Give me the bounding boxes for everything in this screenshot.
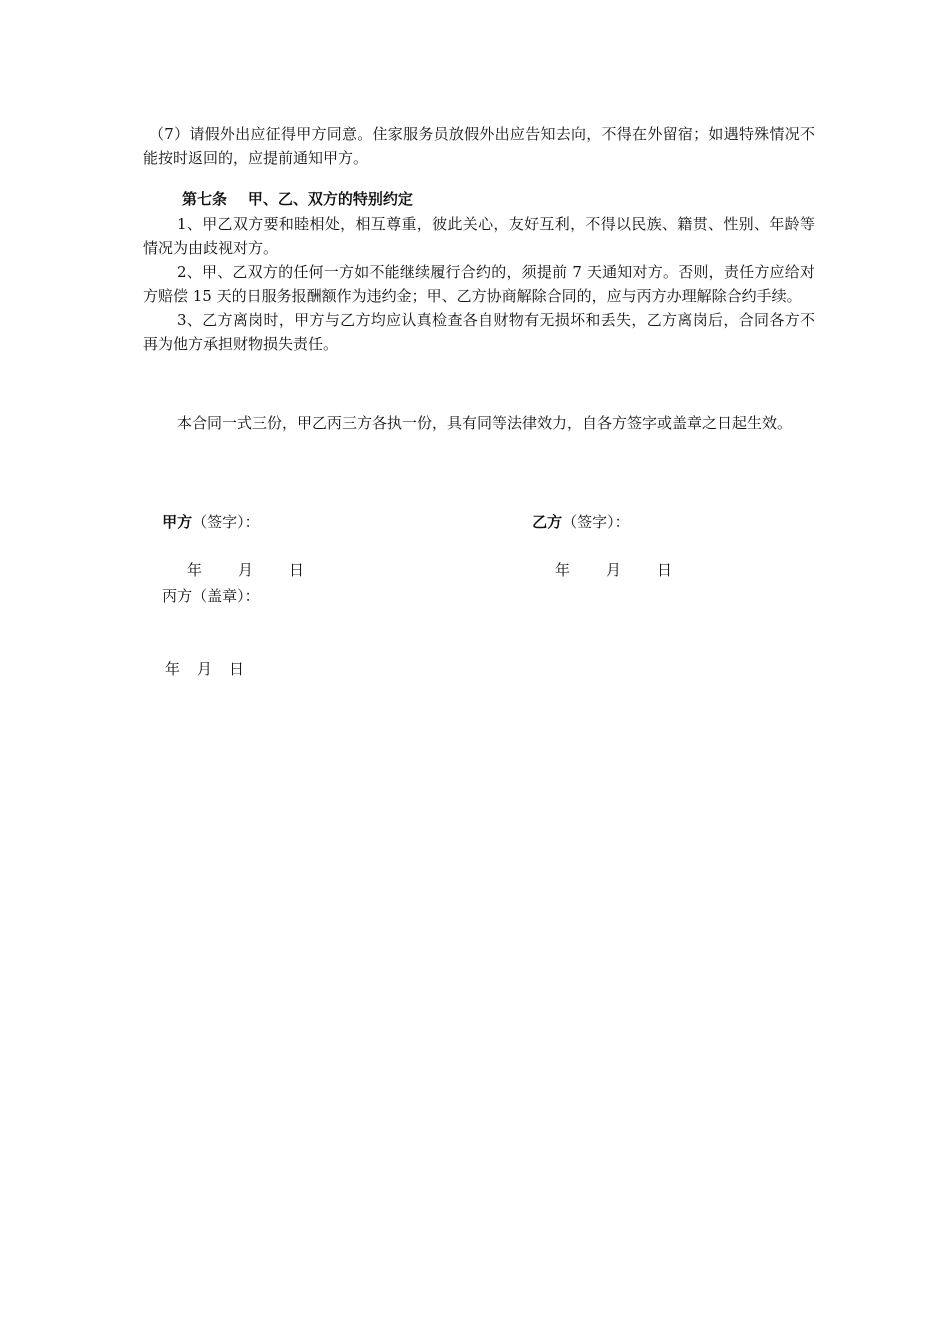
party-a-day: 日: [289, 561, 305, 579]
party-b-sign-suffix: （签字）：: [562, 513, 630, 531]
clause-1: 1、甲乙双方要和睦相处，相互尊重，彼此关心，友好互利，不得以民族、籍贯、性别、年龄等情况为由歧视对方。: [143, 215, 815, 257]
party-a-year: 年: [187, 561, 203, 579]
party-c-day: 日: [229, 660, 245, 678]
article-7-clauses: [143, 212, 815, 356]
party-b-label: 乙方: [532, 513, 563, 531]
party-b-day: 日: [657, 561, 673, 579]
party-a-month: 月: [238, 561, 254, 579]
party-b-signature: [513, 486, 672, 630]
party-b-month: 月: [606, 561, 622, 579]
party-b-year: 年: [555, 561, 571, 579]
party-c-date-line: [165, 609, 244, 729]
closing-paragraph: 本合同一式三份，甲乙丙三方各执一份，具有同等法律效力，自各方签字或盖章之日起生效。: [177, 414, 793, 432]
clause-2: 2、甲、乙双方的任何一方如不能继续履行合约的，须提前 7 天通知对方。否则，责任方应给对方赔偿 15 天的日服务报酬额作为违约金；甲、乙方协商解除合同的，应与丙方办理解除合约手续。: [143, 263, 815, 305]
paragraph-leave-rule: （7）请假外出应征得甲方同意。住家服务员放假外出应告知去向，不得在外留宿；如遇特殊情况不能按时返回的，应提前通知甲方。: [143, 125, 815, 167]
article-7-heading: 第七条 甲、乙、双方的特别约定: [182, 190, 413, 208]
party-a-label: 甲方: [162, 513, 193, 531]
party-c-month: 月: [197, 660, 213, 678]
party-c-year: 年: [165, 660, 181, 678]
party-b-date-line: [513, 558, 672, 582]
party-c-label: 丙方（盖章）：: [162, 587, 260, 605]
clause-3: 3、乙方离岗时，甲方与乙方均应认真检查各自财物有无损坏和丢失，乙方离岗后，合同各方不再为他方承担财物损失责任。: [143, 311, 815, 353]
party-a-sign-suffix: （签字）：: [192, 513, 260, 531]
